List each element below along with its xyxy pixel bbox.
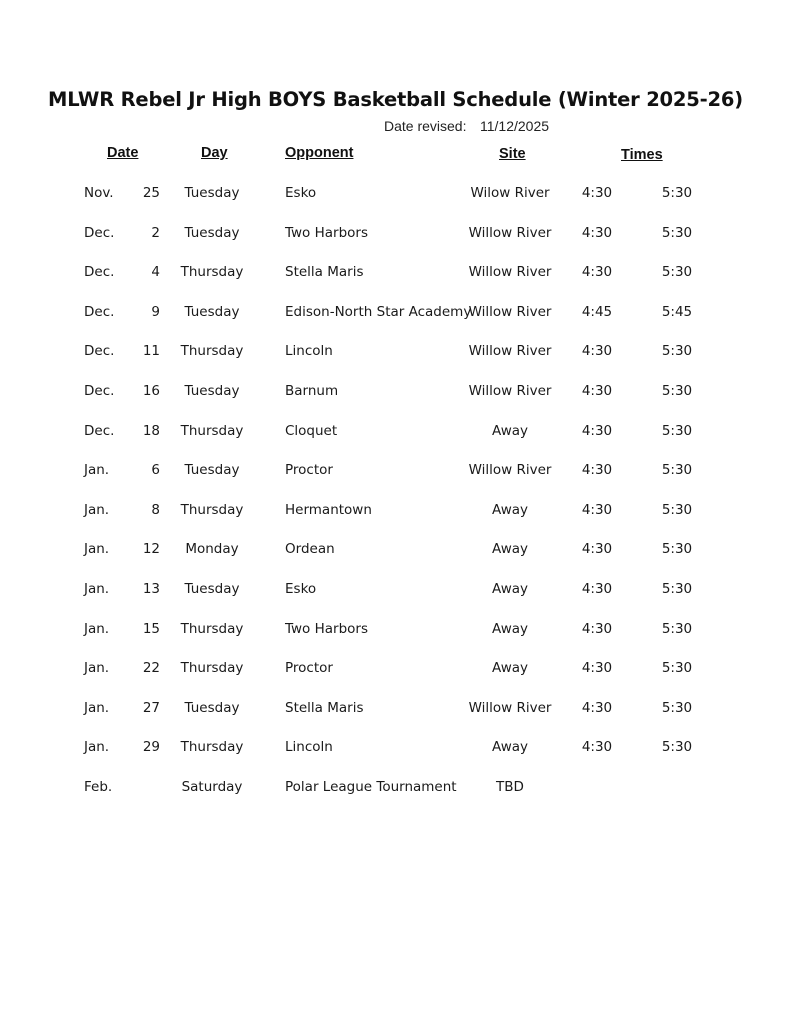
game-month: Jan.	[84, 541, 110, 557]
game-month: Jan.	[84, 660, 110, 676]
game-time-second: 5:30	[661, 621, 693, 637]
schedule-row	[0, 225, 791, 249]
schedule-row	[0, 779, 791, 803]
game-weekday: Tuesday	[184, 185, 240, 201]
game-time-second: 5:30	[661, 700, 693, 716]
game-day-number: 18	[142, 423, 160, 439]
schedule-row	[0, 621, 791, 645]
game-day-number: 25	[142, 185, 160, 201]
game-site: Away	[492, 739, 528, 755]
game-time-first: 4:30	[581, 225, 613, 241]
game-opponent: Polar League Tournament	[285, 779, 457, 795]
game-day-number: 6	[151, 462, 160, 478]
game-time-first: 4:30	[581, 423, 613, 439]
game-site: TBD	[496, 779, 524, 795]
game-time-second: 5:30	[661, 502, 693, 518]
game-site: Willow River	[468, 383, 552, 399]
game-month: Jan.	[84, 462, 110, 478]
game-time-second: 5:30	[661, 739, 693, 755]
game-opponent: Proctor	[285, 660, 333, 676]
game-opponent: Esko	[285, 185, 317, 201]
game-time-first: 4:30	[581, 660, 613, 676]
game-opponent: Stella Maris	[285, 700, 364, 716]
schedule-row	[0, 581, 791, 605]
game-weekday: Thursday	[180, 502, 244, 518]
game-weekday: Tuesday	[184, 581, 240, 597]
game-month: Jan.	[84, 581, 110, 597]
game-time-second: 5:30	[661, 462, 693, 478]
game-opponent: Ordean	[285, 541, 335, 557]
game-site: Willow River	[468, 264, 552, 280]
game-day-number: 22	[142, 660, 160, 676]
game-opponent: Esko	[285, 581, 317, 597]
game-time-second: 5:30	[661, 225, 693, 241]
game-site: Away	[492, 581, 528, 597]
game-site: Willow River	[468, 304, 552, 320]
game-weekday: Thursday	[180, 621, 244, 637]
column-header-day: Day	[201, 145, 228, 161]
game-site: Willow River	[468, 343, 552, 359]
game-month: Dec.	[84, 423, 115, 439]
game-day-number: 11	[142, 343, 160, 359]
game-time-second: 5:30	[661, 660, 693, 676]
schedule-row	[0, 185, 791, 209]
game-day-number: 16	[142, 383, 160, 399]
game-weekday: Thursday	[180, 423, 244, 439]
game-weekday: Tuesday	[184, 225, 240, 241]
game-month: Jan.	[84, 621, 110, 637]
game-time-first: 4:30	[581, 462, 613, 478]
game-time-first: 4:30	[581, 581, 613, 597]
game-weekday: Thursday	[180, 739, 244, 755]
game-site: Away	[492, 423, 528, 439]
game-site: Away	[492, 541, 528, 557]
game-time-second: 5:30	[661, 541, 693, 557]
game-time-first: 4:30	[581, 739, 613, 755]
game-time-first: 4:45	[581, 304, 613, 320]
game-opponent: Barnum	[285, 383, 339, 399]
game-time-first: 4:30	[581, 621, 613, 637]
game-day-number: 2	[151, 225, 160, 241]
game-weekday: Tuesday	[184, 700, 240, 716]
game-weekday: Thursday	[180, 660, 244, 676]
game-opponent: Two Harbors	[285, 621, 368, 637]
game-month: Dec.	[84, 383, 115, 399]
game-time-second: 5:30	[661, 343, 693, 359]
schedule-row	[0, 541, 791, 565]
game-day-number: 13	[142, 581, 160, 597]
schedule-row	[0, 660, 791, 684]
schedule-row	[0, 739, 791, 763]
game-site: Away	[492, 660, 528, 676]
game-opponent: Lincoln	[285, 739, 333, 755]
game-opponent: Proctor	[285, 462, 333, 478]
game-month: Dec.	[84, 225, 115, 241]
game-time-second: 5:30	[661, 185, 693, 201]
game-site: Willow River	[468, 225, 552, 241]
schedule-row	[0, 462, 791, 486]
game-time-first: 4:30	[581, 185, 613, 201]
game-opponent: Hermantown	[285, 502, 372, 518]
game-weekday: Tuesday	[184, 304, 240, 320]
game-day-number: 12	[142, 541, 160, 557]
game-site: Willow River	[468, 462, 552, 478]
game-time-second: 5:30	[661, 264, 693, 280]
game-month: Feb.	[84, 779, 113, 795]
page-title: MLWR Rebel Jr High BOYS Basketball Schedule (Winter 2025-26)	[47, 88, 744, 111]
schedule-row	[0, 264, 791, 288]
game-site: Away	[492, 621, 528, 637]
game-weekday: Thursday	[180, 264, 244, 280]
game-opponent: Two Harbors	[285, 225, 368, 241]
game-site: Willow River	[468, 700, 552, 716]
game-time-second: 5:30	[661, 581, 693, 597]
game-weekday: Thursday	[180, 343, 244, 359]
game-weekday: Tuesday	[184, 462, 240, 478]
column-header-site: Site	[499, 146, 526, 162]
schedule-row	[0, 502, 791, 526]
game-opponent: Edison-North Star Academy	[285, 304, 472, 320]
schedule-row	[0, 383, 791, 407]
game-month: Dec.	[84, 264, 115, 280]
game-time-first: 4:30	[581, 502, 613, 518]
date-revised-label: Date revised:	[384, 118, 467, 134]
game-day-number: 8	[151, 502, 160, 518]
game-day-number: 15	[142, 621, 160, 637]
game-opponent: Cloquet	[285, 423, 338, 439]
game-month: Nov.	[84, 185, 114, 201]
game-opponent: Stella Maris	[285, 264, 364, 280]
schedule-row	[0, 304, 791, 328]
game-day-number: 29	[142, 739, 160, 755]
game-day-number: 9	[151, 304, 160, 320]
game-time-first: 4:30	[581, 264, 613, 280]
game-time-first: 4:30	[581, 700, 613, 716]
game-site: Away	[492, 502, 528, 518]
column-header-date: Date	[107, 145, 139, 161]
game-weekday: Tuesday	[184, 383, 240, 399]
game-weekday: Saturday	[181, 779, 243, 795]
schedule-row	[0, 343, 791, 367]
game-month: Jan.	[84, 700, 110, 716]
game-site: Wilow River	[470, 185, 550, 201]
game-opponent: Lincoln	[285, 343, 333, 359]
date-revised-value: 11/12/2025	[480, 118, 550, 134]
game-time-second: 5:30	[661, 423, 693, 439]
game-time-second: 5:45	[661, 304, 693, 320]
game-month: Dec.	[84, 343, 115, 359]
game-day-number: 27	[142, 700, 160, 716]
game-weekday: Monday	[185, 541, 239, 557]
game-month: Jan.	[84, 739, 110, 755]
schedule-row	[0, 423, 791, 447]
column-header-opponent: Opponent	[285, 145, 354, 161]
game-month: Dec.	[84, 304, 115, 320]
game-time-first: 4:30	[581, 541, 613, 557]
schedule-row	[0, 700, 791, 724]
game-month: Jan.	[84, 502, 110, 518]
game-time-first: 4:30	[581, 383, 613, 399]
game-time-second: 5:30	[661, 383, 693, 399]
column-header-times: Times	[621, 147, 663, 163]
game-time-first: 4:30	[581, 343, 613, 359]
game-day-number: 4	[151, 264, 160, 280]
